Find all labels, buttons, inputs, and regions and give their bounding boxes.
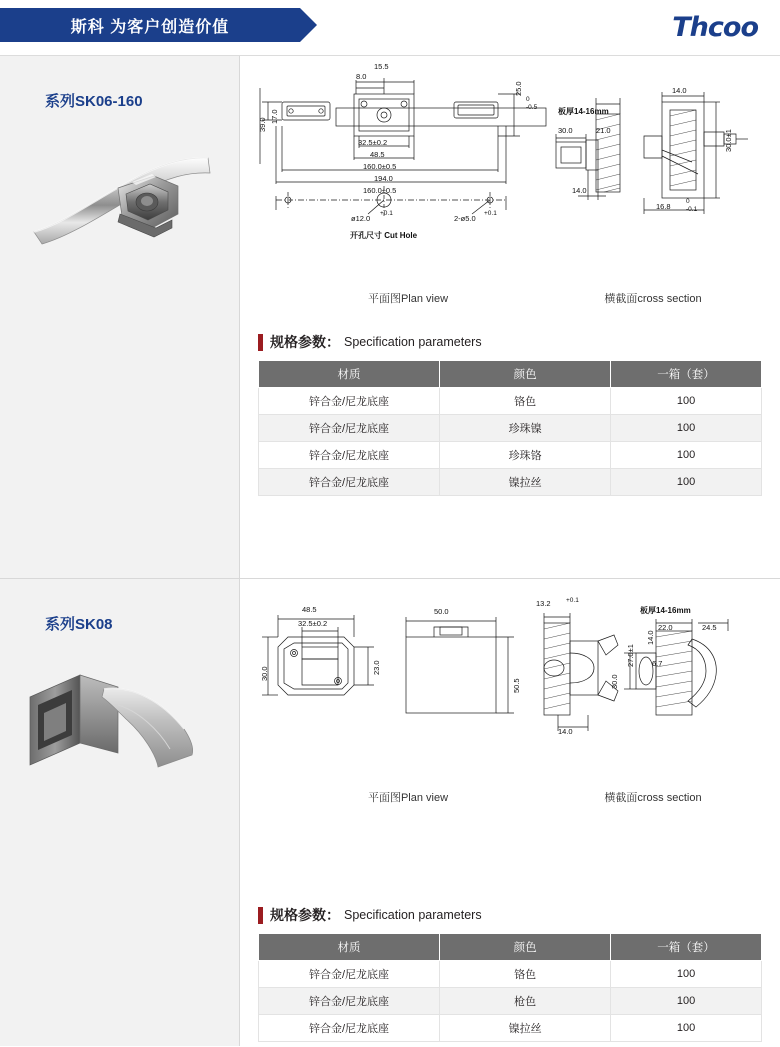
cell-qty: 100 [611, 388, 762, 415]
dim-50-5: 50.5 [512, 678, 521, 693]
product-left-column [0, 579, 240, 1046]
page-header [0, 0, 780, 56]
dim-cross-14-0: 14.0 [558, 727, 573, 736]
table-header-row [259, 361, 762, 388]
product-section-sk08 [0, 578, 780, 1046]
dim-cross-21-0: 21.0 [596, 126, 611, 135]
dim-cross-16-8-tolm: -0.1 [686, 206, 698, 213]
table-row [259, 988, 762, 1015]
dim-194-0: 194.0 [374, 174, 393, 183]
dim-39-0: 39.0 [258, 117, 267, 132]
cell-material: 锌合金/尼龙底座 [259, 442, 440, 469]
dim-cross-16-8-tolp: 0 [686, 198, 690, 205]
col-header-material: 材质 [259, 361, 440, 388]
cell-color: 铬色 [440, 388, 611, 415]
table-row [259, 442, 762, 469]
dim-cross-30-0-1: 30.0±1 [724, 129, 733, 152]
cell-qty: 100 [611, 988, 762, 1015]
cut-hole-label: 开孔尺寸 Cut Hole [350, 231, 418, 240]
table-row [259, 388, 762, 415]
cell-color: 珍珠镍 [440, 415, 611, 442]
dim-50-0: 50.0 [434, 607, 449, 616]
dim-6-7: 6.7 [652, 659, 663, 668]
dim-cross-16-8: 16.8 [656, 202, 671, 211]
table-row [259, 469, 762, 496]
dim-27-0: 27.0±1 [626, 644, 635, 667]
dim-hole-12-tol: +0.1 [380, 210, 393, 217]
caption-plan-view: 平面图Plan view [367, 792, 449, 804]
spec-title-cn: 规格参数： [270, 907, 340, 923]
dim-22-0: 22.0 [658, 623, 673, 632]
dim-14-0b: 14.0 [646, 630, 655, 645]
cell-color: 镍拉丝 [440, 469, 611, 496]
dim-15-5: 15.5 [374, 62, 389, 71]
spec-header-sk08 [258, 905, 762, 925]
dim-32-5: 32.5±0.2 [358, 138, 388, 147]
series-title: 系列SK08 [45, 616, 113, 633]
cell-material: 锌合金/尼龙底座 [259, 415, 440, 442]
spec-table-sk08 [258, 933, 762, 1042]
product-section-sk06 [0, 56, 780, 578]
dim-13-2: 13.2 [536, 599, 551, 608]
cell-qty: 100 [611, 442, 762, 469]
spec-header-sk06 [258, 332, 762, 352]
col-header-material: 材质 [259, 934, 440, 961]
dim-hole-5-tol: +0.1 [484, 210, 497, 217]
table-row [259, 961, 762, 988]
spec-table-sk06 [258, 360, 762, 496]
plate-thickness-label: 板厚14-16mm [640, 606, 691, 615]
cell-material: 锌合金/尼龙底座 [259, 1015, 440, 1042]
cell-material: 锌合金/尼龙底座 [259, 988, 440, 1015]
dim-tol-plus: 0 [526, 96, 530, 103]
plate-thickness-label: 板厚14-16mm [558, 107, 609, 116]
dim-cross-14-0b: 14.0 [572, 186, 587, 195]
caption-plan-view: 平面图Plan view [367, 293, 449, 305]
dim-48-5: 48.5 [370, 150, 385, 159]
dim-25-0: 25.0 [514, 81, 523, 96]
dim-hole-5: 2-ø5.0 [454, 214, 476, 223]
technical-drawing-sk08 [258, 597, 762, 797]
spec-title-cn: 规格参数： [270, 334, 340, 350]
col-header-qty: 一箱（套） [611, 934, 762, 961]
dim-cross-30-0: 30.0 [558, 126, 573, 135]
company-logo: Thcoo [672, 12, 758, 43]
caption-cross-section: 横截面cross section [604, 792, 702, 804]
dim-48-5: 48.5 [302, 605, 317, 614]
technical-drawing-sk06 [258, 62, 762, 294]
col-header-color: 颜色 [440, 934, 611, 961]
page-body [0, 56, 780, 1046]
cell-material: 锌合金/尼龙底座 [259, 961, 440, 988]
dim-160-0-upper: 160.0±0.5 [363, 162, 397, 171]
cell-color: 珍珠铬 [440, 442, 611, 469]
header-banner: 斯科 为客户创造价值 [0, 8, 300, 42]
sk08-handle-photo [22, 657, 222, 787]
product-right-column [240, 579, 780, 1046]
dim-30-0b: 30.0 [610, 674, 619, 689]
dim-hole-12: ø12.0 [351, 214, 371, 223]
spec-title-en: Specification parameters [344, 908, 482, 922]
dim-32-5: 32.5±0.2 [298, 619, 328, 628]
spec-accent-bar [258, 334, 263, 351]
dim-24-5: 24.5 [702, 623, 717, 632]
col-header-color: 颜色 [440, 361, 611, 388]
dim-tol-minus: -0.5 [526, 104, 538, 111]
cell-qty: 100 [611, 415, 762, 442]
spec-title-en: Specification parameters [344, 335, 482, 349]
dim-160-0-lower: 160.0±0.5 [363, 186, 397, 195]
dim-17-0: 17.0 [270, 109, 279, 124]
table-row [259, 415, 762, 442]
dim-8-0: 8.0 [356, 72, 367, 81]
sk06-handle-photo [22, 136, 222, 266]
cell-color: 铬色 [440, 961, 611, 988]
cell-qty: 100 [611, 961, 762, 988]
table-header-row [259, 934, 762, 961]
cell-material: 锌合金/尼龙底座 [259, 388, 440, 415]
cell-color: 枪色 [440, 988, 611, 1015]
cell-material: 锌合金/尼龙底座 [259, 469, 440, 496]
product-left-column [0, 56, 240, 578]
dim-23-0: 23.0 [372, 660, 381, 675]
product-right-column [240, 56, 780, 578]
dim-30-0: 30.0 [260, 666, 269, 681]
dim-13-2-tol: +0.1 [566, 597, 579, 604]
caption-cross-section: 横截面cross section [604, 293, 702, 305]
cell-qty: 100 [611, 469, 762, 496]
series-title: 系列SK06-160 [45, 93, 143, 110]
spec-accent-bar [258, 907, 263, 924]
dim-cross-14-0: 14.0 [672, 86, 687, 95]
table-row [259, 1015, 762, 1042]
col-header-qty: 一箱（套） [611, 361, 762, 388]
cell-qty: 100 [611, 1015, 762, 1042]
cell-color: 镍拉丝 [440, 1015, 611, 1042]
